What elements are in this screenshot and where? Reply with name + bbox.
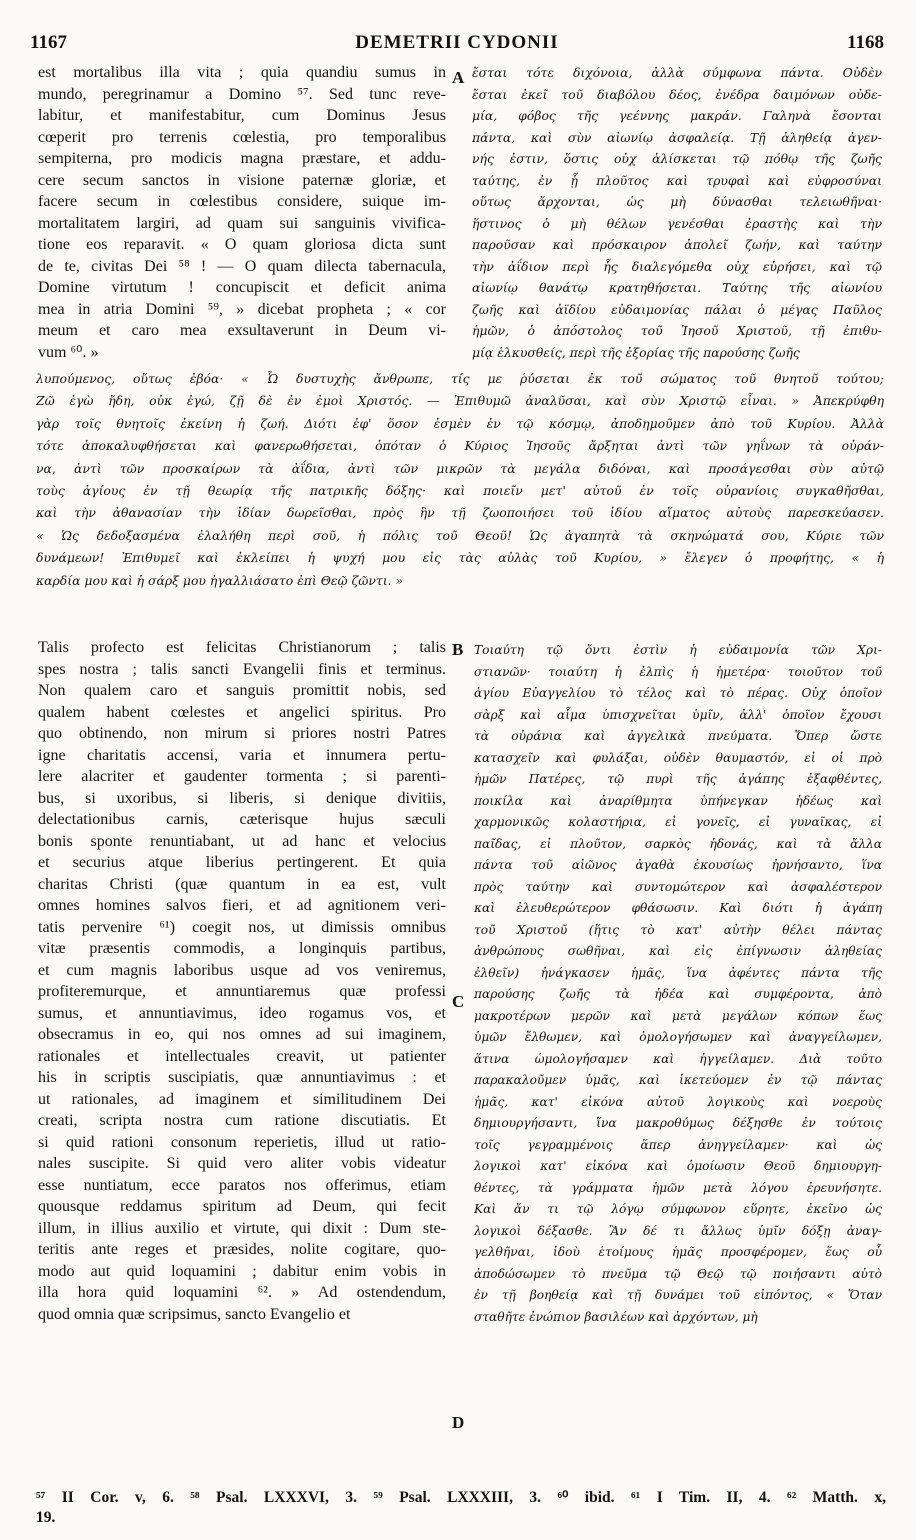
text-line: να, ἀντὶ τῶν προσκαίρων τὰ ἀΐδια, ἀντὶ τῶν μικρῶν τὰ μεγάλα διδόναι, καὶ προσάγεσθαι σὺν αὐτῷ	[36, 460, 884, 476]
text-line: omnes homines salvos fieri, et ad agnitionem veri-	[38, 897, 446, 914]
text-line: ποικίλα καὶ ἀναρίθμητα ὑπήνεγκαν ἡδέως καὶ	[474, 793, 882, 808]
text-line: τὴν ἀΐδιον περὶ ἧς διαλεγόμεθα οὐχ εὑρήσει, καὶ τῷ	[472, 258, 882, 274]
page-number-right: 1168	[847, 32, 884, 53]
text-line: ἡμῶν Πατέρες, τῷ πυρὶ τῆς ἀγάπης ἐξαφθέντες,	[474, 772, 882, 786]
text-line: ταύτης, ἐν ᾗ πλοῦτος καὶ τρυφαὶ καὶ εὐφροσύναι	[472, 172, 882, 188]
text-line: et cum magnis laboribus usque ad vos veniremus,	[38, 961, 446, 979]
text-line: ἐν τῇ βοηθείᾳ καὶ τῇ δυνάμει τοῦ εἰπόντος, « Ὅταν	[474, 1288, 882, 1302]
text-line: sempiterna, pro modicis magna præstare, et addu-	[38, 150, 446, 167]
margin-marker-b: B	[452, 640, 464, 659]
text-line: νής ἐστιν, ὅστις οὐχ ἁλίσκεται τῷ πόθῳ τῆς ζωῆς	[472, 151, 882, 166]
text-line: κατασχεῖν καὶ φυλάξαι, οὐδὲν θαυμαστόν, εἰ οἱ πρὸ	[474, 750, 882, 765]
text-line: καὶ τὴν ἀθανασίαν τὴν ἰδίαν δωρεῖσθαι, πρὸς ἣν τῇ ζωοποιήσει τοῦ ἰδίου αἵματος αὐτοὺς παρεσκεύασεν.	[36, 505, 884, 521]
text-line: igne charitatis accensi, varia et innumera pertu-	[38, 746, 446, 764]
text-line: teritis ante reges et præsides, nolite cogitare, quo-	[38, 1241, 446, 1258]
text-line: ἀνθρώπους σωθῆναι, καὶ εἰς ἐπίγνωσιν ἀληθείας	[474, 944, 882, 958]
text-line: ἐλθεῖν) ἠνάγκασεν ἡμᾶς, ἵνα ἀφέντες πάντα τῆς	[474, 965, 882, 980]
text-line: cere secum sanctos in visione paternæ gloriæ, et	[38, 171, 446, 189]
text-line: ἔσται τότε διχόνοια, ἀλλὰ σύμφωνα πάντα. Οὐδὲν	[472, 65, 882, 80]
text-line: παροῦσαν καὶ πρόσκαιρον ἀπολεῖ ζωήν, καὶ ταύτην	[472, 237, 882, 252]
text-line: τοῦ Χριστοῦ (ἥτις τὸ κατ' αὐτὴν θέλει πάντας	[474, 922, 882, 937]
text-line: charitas Christi (quæ quantum in ea est, vult	[38, 875, 446, 893]
text-line: nales suscipite. Si quid vero aliter vobis videatur	[38, 1155, 446, 1172]
text-line: rationales et intellectuales creavit, ut patienter	[38, 1047, 446, 1065]
text-line: meum et caro mea exsultaverunt in Deum vi-	[38, 322, 446, 339]
running-title: DEMETRII CYDONII	[355, 32, 559, 53]
text-line: ἥστινος ὁ μὴ θέλων γενέσθαι ἐραστὴς καὶ τὴν	[472, 215, 882, 231]
text-line: ἁγίου Εὐαγγελίου τὸ τέλος καὶ τὸ πέρας. Οὐχ ὁποῖον	[474, 686, 882, 700]
text-line: Ζῶ ἐγὼ ἤδη, οὐκ ἐγώ, ζῇ δὲ ἐν ἐμοὶ Χριστός. — Ἐπιθυμῶ ἀναλῦσαι, καὶ σὺν Χριστῷ εἶναι. » Ἀπεκρύφθη	[36, 393, 884, 409]
text-line: ἔσται ἐκεῖ τοῦ διαβόλου δέος, ἐνέδρα δαιμόνων οὐδε-	[472, 86, 882, 102]
text-line: ἡμᾶς, κατ' εἰκόνα αὐτοῦ λογικοὺς καὶ νοεροὺς	[474, 1094, 882, 1109]
page-number-left: 1167	[30, 32, 67, 53]
text-line: Domine virtutum ! concupiscit et deficit anima	[38, 279, 446, 296]
footnotes	[36, 1488, 886, 1528]
text-line: τοὺς ἁγίους ἐν τῇ θεωρίᾳ τῆς πατρικῆς δόξης· καὶ ποιεῖν μετ' αὐτοῦ ἐν τοῖς οὐρανίοις συγκαθῆσθαι,	[36, 482, 884, 498]
text-line: αἰωνίῳ θανάτῳ κρατηθήσεται. Ταύτης τῆς αἰωνίου	[472, 280, 882, 295]
text-line: τοῖς γεγραμμένοις ἅπερ ἀνηγγείλαμεν· καὶ ὡς	[474, 1137, 882, 1152]
text-line: πάντα, καὶ σὺν αἰωνίῳ ἀσφαλείᾳ. Τῇ ἀληθείᾳ ἀγεν-	[472, 129, 882, 145]
text-line: lere alacriter et gaudenter tormenta ; si parenti-	[38, 768, 446, 785]
text-line: de te, civitas Dei ⁵⁸ ! — O quam dilecta tabernacula,	[38, 257, 446, 275]
text-line: σταθῆτε ἐνώπιον βασιλέων καὶ ἀρχόντων, μὴ	[474, 1309, 758, 1324]
text-line: δυνάμεων! Ἐπιθυμεῖ καὶ ἐκλείπει ἡ ψυχή μου εἰς τὰς αὐλὰς τοῦ Κυρίου, » ἔλεγεν ὁ προφήτης, « ἡ	[36, 550, 884, 566]
greek-full-width-block	[36, 368, 884, 592]
text-line: est mortalibus illa vita ; quia quandiu sumus in	[38, 64, 446, 81]
text-line: vitæ præsentis commodis, a longinquis partibus,	[38, 940, 446, 957]
text-line: « Ὡς δεδοξασμένα ἐλαλήθη περὶ σοῦ, ἡ πόλις τοῦ Θεοῦ! Ὡς ἀγαπητὰ τὰ σκηνώματά σου, Κύριε τῶν	[36, 527, 884, 543]
margin-marker-a: A	[452, 68, 465, 87]
text-line: si quid rationi consonum reperietis, illud ut ratio-	[38, 1133, 446, 1151]
text-line: τὰ οὐράνια καὶ ἀγγελικὰ πνεύματα. Ὅπερ ὥστε	[474, 729, 882, 743]
text-line: bus, si uxoribus, si liberis, si denique divitiis,	[38, 789, 446, 807]
text-line: quo obtinendo, non mirum si priores nostri Patres	[38, 725, 446, 742]
text-line: modo aut quid loquamini ; dabitur enim vobis in	[38, 1262, 446, 1280]
margin-marker-c: C	[452, 992, 465, 1011]
text-line: bonis sponte renuntiabant, ut ad hanc et velocius	[38, 832, 446, 850]
text-line: vum ⁶⁰. »	[38, 343, 99, 361]
text-line: ut rationales, ad imaginem et similitudinem Dei	[38, 1090, 446, 1108]
text-line: παρακαλοῦμεν ὑμᾶς, καὶ ἱκετεύομεν ἐν τῷ πάντας	[474, 1073, 882, 1087]
footnote-line: ⁵⁷ II Cor. v, 6. ⁵⁸ Psal. LXXXVI, 3. ⁵⁹ Psal. LXXXIII, 3. ⁶⁰ ibid. ⁶¹ I Tim. II, 4. ⁶² Matth. x,	[36, 1489, 886, 1506]
text-line: Καὶ ἄν τι τῷ λόγῳ σύμφωνον εὕρητε, ἐκεῖνο ὡς	[474, 1202, 882, 1216]
text-line: λογικοὶ κατ' εἰκόνα καὶ ὁμοίωσιν Θεοῦ δημιουργη-	[474, 1159, 882, 1173]
text-line: his in scriptis suscipiatis, quæ annuntiavimus : et	[38, 1069, 446, 1086]
text-line: ἀποδώσωμεν τὸ πνεῦμα τῷ Θεῷ τῷ ποιήσαντι αὐτὸ	[474, 1266, 882, 1281]
text-line: παῖδας, εἰ πλοῦτον, σαρκὸς ἡδονάς, καὶ τὰ ἄλλα	[474, 836, 882, 851]
text-line: δημιουργήσαντι, ἵνα μακροθύμως δέξησθε ἐν τούτοις	[474, 1116, 882, 1130]
text-line: τότε ἀποκαλυφθήσεται καὶ φανερωθήσεται, ὁπόταν ὁ Κύριος Ἰησοῦς ἄρξηται ἀντὶ τῶν γηΐνων τὰ οὐράν-	[36, 438, 884, 454]
text-line: ἅτινα ὡμολογήσαμεν καὶ ἠγγείλαμεν. Διὰ τοῦτο	[474, 1051, 882, 1066]
text-line: illum, in illius auxilio et virtute, qui dixit : Dum ste-	[38, 1219, 446, 1237]
text-line: Non qualem caro et sanguis promittit nobis, sed	[38, 682, 446, 699]
text-line: καὶ ἐλευθερώτερον φθάσωσιν. Καὶ διότι ἡ ἀγάπη	[474, 901, 882, 915]
text-line: καρδία μου καὶ ἡ σάρξ μου ἠγαλλιάσατο ἐπὶ Θεῷ ζῶντι. »	[36, 572, 404, 588]
footnote-line: 19.	[36, 1509, 56, 1526]
text-line: facere secum in cœlestibus considere, suique im-	[38, 193, 446, 210]
text-line: tione eos reparavit. « O quam gloriosa dicta sunt	[38, 236, 446, 253]
text-line: cœperit pro terrenis cœlestia, pro temporalibus	[38, 128, 446, 146]
text-line: ἡμῶν, ὁ ἀπόστολος τοῦ Ἰησοῦ Χριστοῦ, τῇ ἐπιθυ-	[472, 323, 882, 338]
text-line: Talis profecto est felicitas Christianorum ; talis	[38, 639, 446, 656]
text-line: mea in atria Domini ⁵⁹, » dicebat propheta ; « cor	[38, 300, 446, 318]
text-line: quod omnia quæ scripsimus, sancto Evangelio et	[38, 1305, 351, 1323]
running-header	[30, 32, 884, 58]
text-line: tatis pervenire ⁶¹) coegit nos, ut dimissis omnibus	[38, 918, 446, 936]
text-line: πρὸς ταύτην καὶ συντομώτερον καὶ ἀσφαλέστερον	[474, 879, 882, 894]
text-line: στιανῶν· τοιαύτη ἡ ἐλπὶς ἡ ἡμετέρα· τοιοῦτον τοῦ	[474, 664, 882, 679]
text-line: profiteremurque, et annuntiaremus quæ professi	[38, 983, 446, 1000]
latin-column-bottom	[38, 637, 446, 1325]
text-line: qualem habent cœlestes et angelici spiritus. Pro	[38, 703, 446, 721]
text-line: creati, scripta nostra cum ratione discutiatis. Et	[38, 1112, 446, 1129]
text-line: illa hora quid loquamini ⁶². » Ad ostendendum,	[38, 1284, 446, 1301]
text-line: λογικοὶ δέξασθε. Ἂν δέ τι ἄλλως ὑμῖν δόξῃ ἀναγ-	[474, 1223, 882, 1238]
text-line: ζωῆς καὶ ἀϊδίου εὐδαιμονίας πάλαι ὁ μέγας Παῦλος	[472, 301, 882, 317]
text-line: γὰρ τοῖς θνητοῖς ἐκείνη ἡ ζωή. Διότι ἐφ' ὅσον ἐσμὲν ἐν τῷ κόσμῳ, ἀποδημοῦμεν ἀπὸ τοῦ Κυρίου. Ἀλλὰ	[36, 415, 884, 431]
text-line: μία, φόβος τῆς γεέννης μακράν. Γαληνὰ ἔσονται	[472, 108, 882, 123]
text-line: delectationibus carnis, cæterisque hujus sæculi	[38, 811, 446, 828]
margin-marker-d: D	[452, 1413, 465, 1432]
text-line: spes nostra ; talis sancti Evangelii finis et terminus.	[38, 660, 446, 678]
text-line: sumus, et annuntiavimus, ideo rogamus vos, et	[38, 1004, 446, 1022]
text-line: μακροτέρων μερῶν καὶ μετὰ μεγάλων κόπων ἕως	[474, 1008, 882, 1023]
text-line: mortalitatem largiri, ad quam sui sanguinis vivifica-	[38, 214, 446, 232]
text-line: παρούσης ζωῆς τὰ ἡδέα καὶ συμφέροντα, ἀπὸ	[474, 987, 882, 1001]
text-line: et securius atque liberius pertingerent. Et quia	[38, 854, 446, 871]
text-line: οὕτως ἄρχονται, ὡς μὴ δύνασθαι τελειωθῆναι·	[472, 194, 882, 209]
greek-column-bottom	[474, 640, 882, 1328]
text-line: σὰρξ καὶ αἷμα ὑπισχνεῖται ὑμῖν, ἀλλ' ὁποῖον ἔχουσι	[474, 707, 882, 722]
text-line: λυπούμενος, οὕτως ἐβόα· « Ὦ δυστυχὴς ἄνθρωπε, τίς με ῥύσεται ἐκ τοῦ σώματος τοῦ θνητοῦ τούτου;	[36, 371, 884, 386]
text-line: esse nuntiatum, ecce paratos nos offerimus, etiam	[38, 1176, 446, 1194]
text-line: ὑμῶν ἔλθωμεν, καὶ ὁμολογήσωμεν καὶ ἀναγγείλωμεν,	[474, 1030, 882, 1044]
greek-column-top	[472, 62, 882, 363]
text-line: πάντα τοῦ αἰῶνος ἀγαθὰ ἑκουσίως ἠρνήσαντο, ἵνα	[474, 858, 882, 872]
text-line: χαρμονικῶς κολαστήρια, εἰ γονεῖς, εἰ γυναῖκας, εἰ	[474, 815, 882, 829]
text-line: θέντες, τὰ γράμματα ἡμῶν μετὰ λόγου ἐρευνήσητε.	[474, 1180, 882, 1195]
text-line: μίᾳ ἑλκυσθείς, περὶ τῆς ἐξορίας τῆς παρούσης ζωῆς	[472, 344, 800, 360]
text-line: Τοιαύτη τῷ ὄντι ἐστὶν ἡ εὐδαιμονία τῶν Χρι-	[474, 643, 882, 657]
text-line: quousque reddamus spiritum ad Deum, qui fecit	[38, 1198, 446, 1215]
text-line: γελθῆναι, ἰδοὺ ἑτοίμους ἡμᾶς προσφέρομεν, ἕως οὗ	[474, 1245, 882, 1259]
text-line: mundo, peregrinamur a Domino ⁵⁷. Sed tunc reve-	[38, 85, 446, 103]
text-line: obsecramus in eo, qui nos omnes ad sui imaginem,	[38, 1026, 446, 1043]
text-line: labitur, et manifestabitur, cum Dominus Jesus	[38, 107, 446, 124]
latin-column-top	[38, 62, 446, 363]
